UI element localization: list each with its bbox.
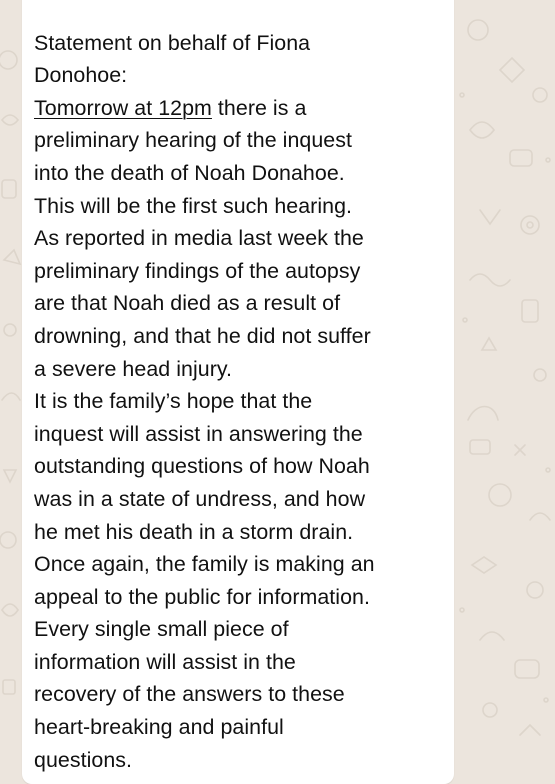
message-line: As reported in media last week the: [34, 226, 364, 251]
message-line: It is the family’s hope that the: [34, 389, 313, 414]
message-line: recovery of the answers to these: [34, 682, 345, 707]
message-line: Every single small piece of: [34, 617, 289, 642]
message-line: Statement on behalf of Fiona: [34, 30, 311, 55]
message-line: Once again, the family is making an: [34, 552, 375, 577]
message-line: questions.: [34, 747, 133, 772]
message-line: This will be the first such hearing.: [34, 193, 353, 218]
message-line-date: Tomorrow at 12pm there is a: [34, 95, 307, 120]
message-line: Donohoe:: [34, 63, 128, 88]
message-line: information will assist in the: [34, 649, 296, 674]
message-line: drowning, and that he did not suffer: [34, 323, 371, 348]
date-link[interactable]: Tomorrow at 12pm: [34, 95, 212, 120]
message-text[interactable]: [34, 0, 452, 776]
message-line: appeal to the public for information.: [34, 584, 370, 609]
message-line: heart-breaking and painful: [34, 715, 284, 740]
message-line: into the death of Noah Donahoe.: [34, 160, 345, 185]
message-line: preliminary findings of the autopsy: [34, 258, 361, 283]
message-line: he met his death in a storm drain.: [34, 519, 354, 544]
message-line: are that Noah died as a result of: [34, 291, 341, 316]
message-line: outstanding questions of how Noah: [34, 454, 370, 479]
message-line: was in a state of undress, and how: [34, 486, 366, 511]
message-top-partial-line: [34, 0, 452, 27]
message-line: a severe head injury.: [34, 356, 233, 381]
message-line: preliminary hearing of the inquest: [34, 128, 352, 153]
message-line: inquest will assist in answering the: [34, 421, 363, 446]
